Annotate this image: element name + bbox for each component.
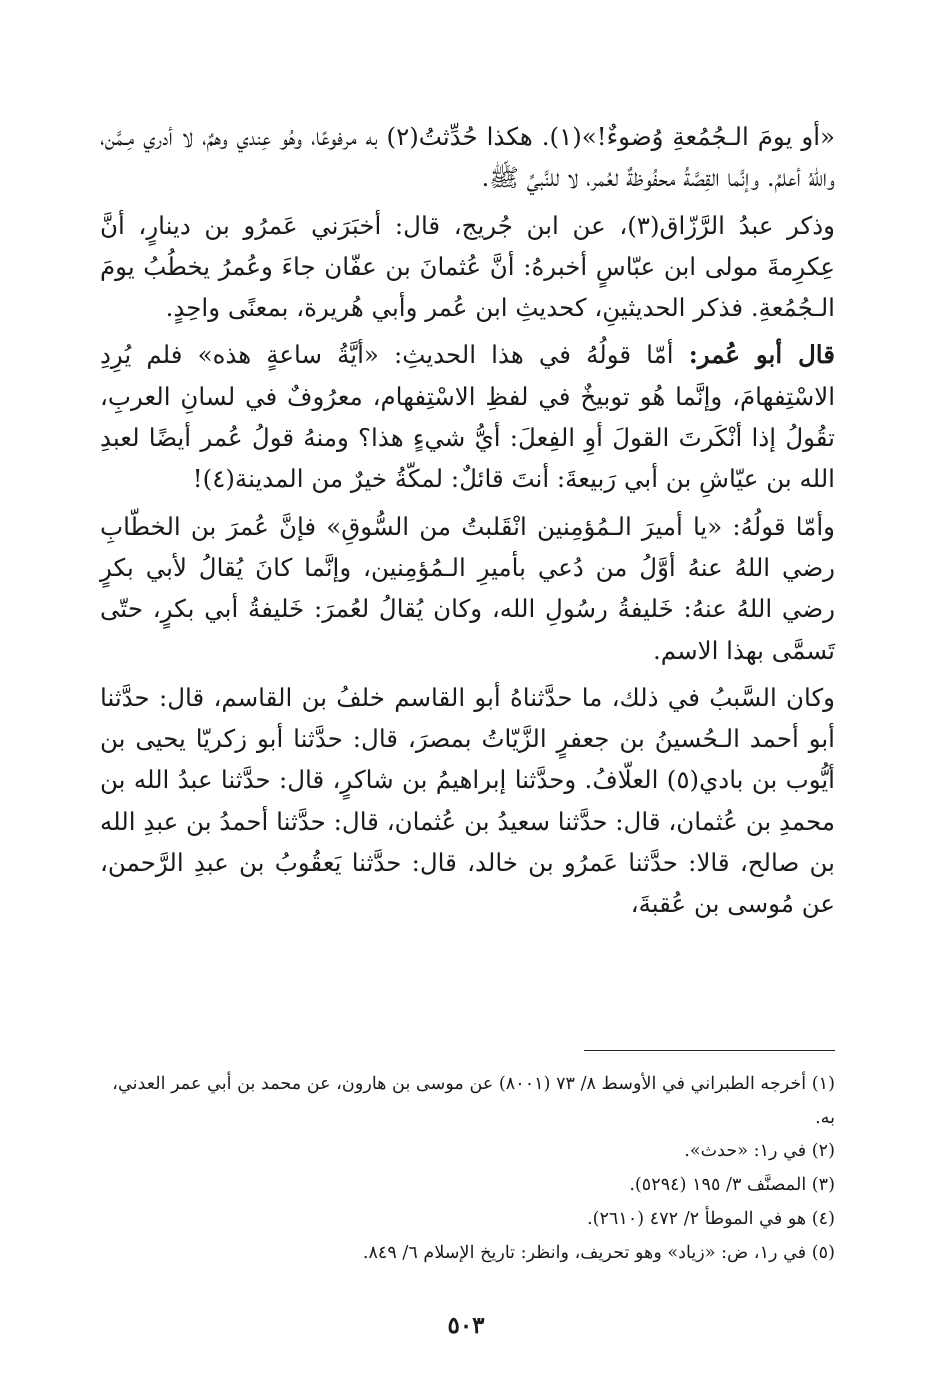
footnote-1: (١) أخرجه الطبراني في الأوسط ٨/ ٧٣ (٨٠٠١) عن موسى بن هارون، عن محمد بن أبي عمر العدني، به. xyxy=(112,1074,835,1128)
paragraph-4 xyxy=(100,506,835,671)
paragraph-2 xyxy=(100,205,835,329)
paragraph-2-text: وذكر عبدُ الرَّزّاق(٣)، عن ابن جُريج، قال: أخبَرَني عَمرُو بن دينارٍ، أنَّ عِكرِمةَ مولى ابن عبّاسٍ أخبرهُ: أنَّ عُثمانَ بن عفّان جاءَ وعُمرُ يخطُبُ يومَ الـجُمُعةِ. فذكر الحديثينِ، كحديثِ ابن عُمر وأبي هُريرة، بمعنًى واحِدٍ. xyxy=(100,210,835,323)
footnote-separator xyxy=(584,1050,835,1051)
footnote-2: (٢) في ر١: «حدث». xyxy=(684,1141,835,1162)
page-number: ٥٠٣ xyxy=(447,1312,485,1339)
main-text xyxy=(100,116,835,931)
paragraph-3 xyxy=(100,334,835,499)
paragraph-1-text: «أو يومَ الـجُمُعةِ وُضوءٌ!»(١). هكذا حُدِّثتُ(٢) به مرفوعًا، وهُو عِندي وهمٌ، لا أدري مِـمَّن، واللهُ أعلمُ. وإنَّما القِصَّةُ محفُوظةٌ لعُمر، لا للنَّبيِّ ﷺ. xyxy=(100,122,835,193)
paragraph-3-text: أمّا قولُهُ في هذا الحديثِ: «أيَّةُ ساعةٍ هذه» فلم يُرِدِ الاسْتِفهامَ، وإنَّما هُو توبيخٌ في لفظِ الاسْتِفهام، معرُوفٌ في لسانِ العربِ، تقُولُ إذا أنْكَرتَ القولَ أوِ الفِعلَ: أيُّ شيءٍ هذا؟ ومنهُ قولُ عُمر أيضًا لعبدِ الله بن عيّاشِ بن أبي رَبيعةَ: أنتَ قائلٌ: لمكّةُ خيرٌ من المدينة(٤)! xyxy=(100,340,836,494)
footnote-4: (٤) هو في الموطأ ٢/ ٤٧٢ (٢٦١٠). xyxy=(587,1208,835,1229)
paragraph-5 xyxy=(100,677,835,925)
footnotes xyxy=(100,1068,835,1270)
paragraph-3-lead: قال أبو عُمر: xyxy=(688,340,835,370)
footnote-3: (٣) المصنَّف ٣/ ١٩٥ (٥٢٩٤). xyxy=(629,1175,835,1196)
footnote-5: (٥) في ر١، ض: «زياد» وهو تحريف، وانظر: تاريخ الإسلام ٦/ ٨٤٩. xyxy=(362,1242,835,1263)
paragraph-4-text: وأمّا قولُهُ: «يا أميرَ الـمُؤمِنين انْقَلبتُ من السُّوقِ» فإنَّ عُمرَ بن الخطّابِ رضي اللهُ عنهُ أوَّلُ من دُعي بأميرِ الـمُؤمِنين، وإنَّما كانَ يُقالُ لأبي بكرٍ رضي اللهُ عنهُ: خَليفةُ رسُولِ الله، وكان يُقالُ لعُمرَ: خَليفةُ أبي بكرٍ، حتّى تَسمَّى بهذا الاسم. xyxy=(100,511,835,665)
paragraph-1 xyxy=(100,116,835,199)
paragraph-5-text: وكان السَّببُ في ذلك، ما حدَّثناهُ أبو القاسم خلفُ بن القاسم، قال: حدَّثنا أبو أحمد الـحُسينُ بن جعفرٍ الزَّيّاتُ بمصرَ، قال: حدَّثنا أبو زكريّا يحيى بن أيُّوب بن بادي(٥) العلّافُ. وحدَّثنا إبراهيمُ بن شاكرٍ، قال: حدَّثنا عبدُ الله بن محمدِ بن عُثمان، قال: حدَّثنا سعيدُ بن عُثمان، قال: حدَّثنا أحمدُ بن عبدِ الله بن صالح، قالا: حدَّثنا عَمرُو بن خالد، قال: حدَّثنا يَعقُوبُ بن عبدِ الرَّحمن، عن مُوسى بن عُقبةَ، xyxy=(100,682,835,919)
